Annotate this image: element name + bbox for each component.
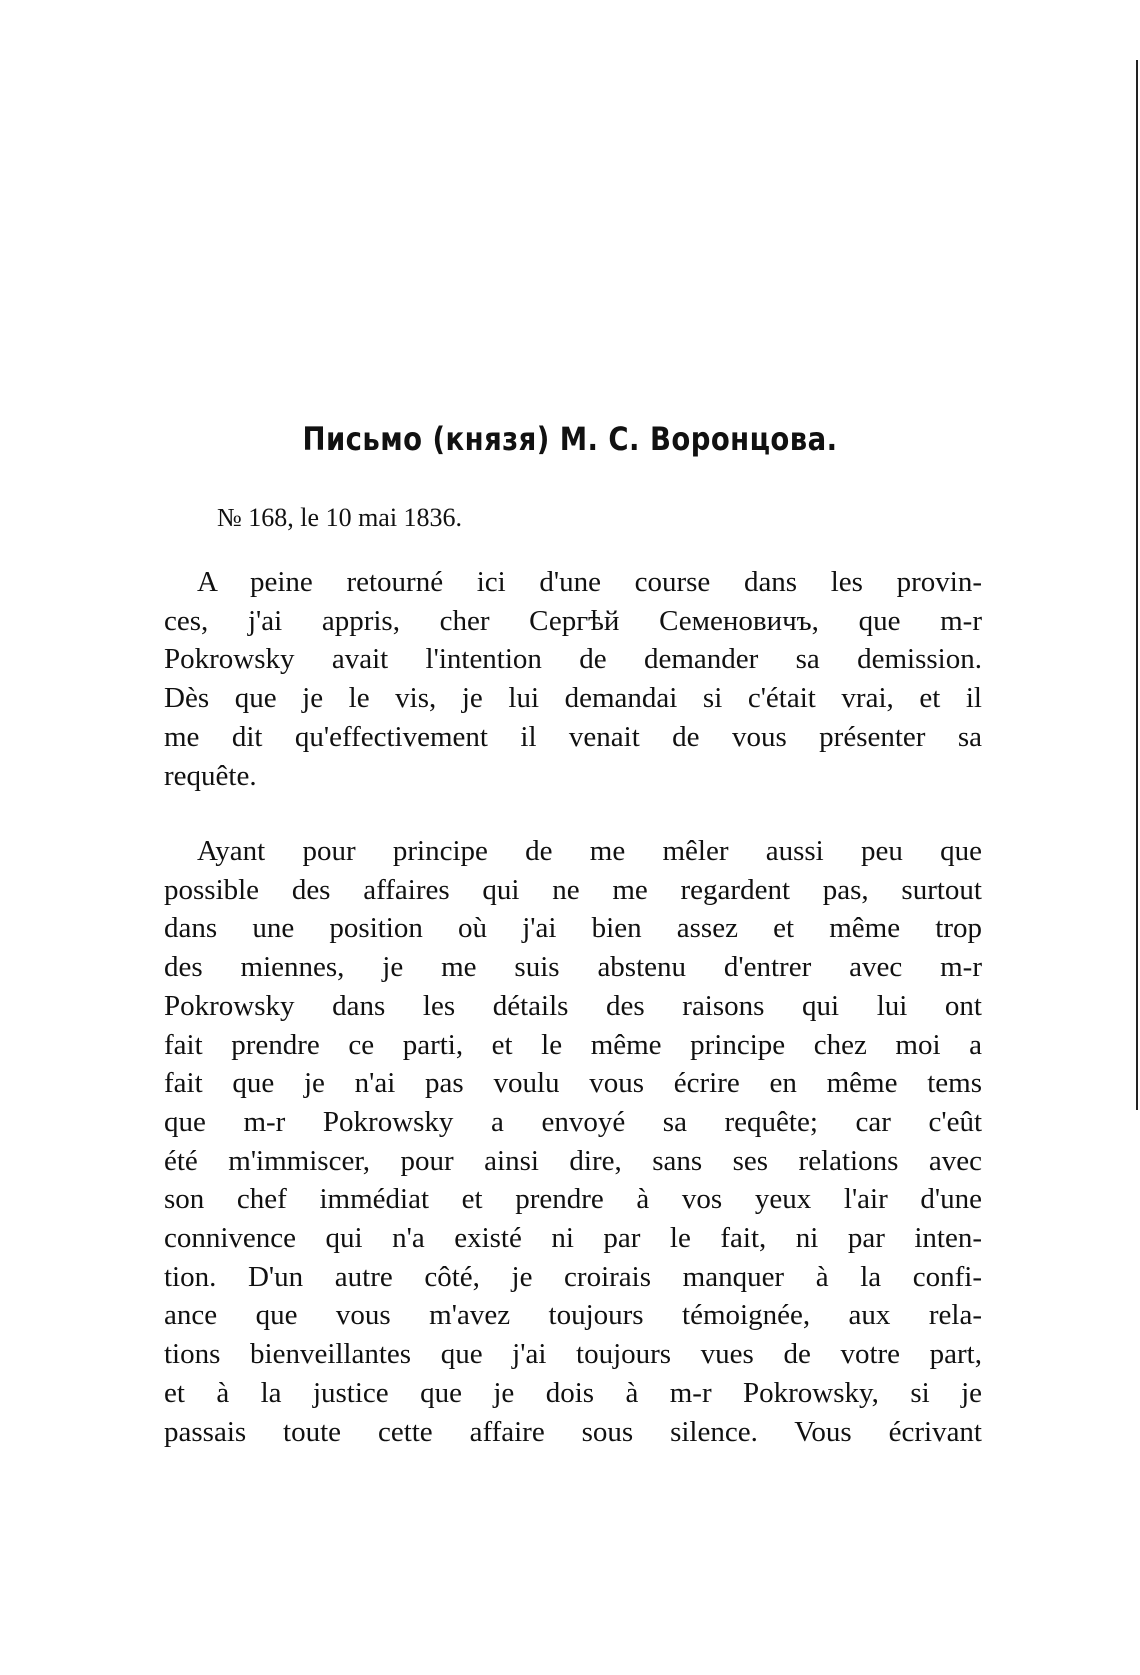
letter-title: Письмо (князя) М. С. Воронцова. <box>302 420 838 458</box>
text-line: et à la justice que je dois à m-r Pokrowsky, si je <box>164 1376 982 1409</box>
page-edge-rule <box>1136 60 1138 1110</box>
text-line: dans une position où j'ai bien assez et même trop <box>164 912 982 945</box>
paragraph-2 <box>164 832 982 1451</box>
text-line: que m-r Pokrowsky a envoyé sa requête; car c'eût <box>164 1105 982 1138</box>
text-line: fait que je n'ai pas voulu vous écrire en même tems <box>164 1067 982 1100</box>
text-line: ance que vous m'avez toujours témoignée, aux rela- <box>164 1299 982 1332</box>
letter-dateline: № 168, le 10 mai 1836. <box>217 503 463 532</box>
text-line: fait prendre ce parti, et le même principe chez moi a <box>164 1028 982 1061</box>
text-line: été m'immiscer, pour ainsi dire, sans ses relations avec <box>164 1144 982 1177</box>
paragraph-1 <box>164 563 982 795</box>
text-line: tion. D'un autre côté, je croirais manquer à la confi- <box>164 1260 982 1293</box>
text-line: passais toute cette affaire sous silence. Vous écrivant <box>164 1415 982 1448</box>
text-line: des miennes, je me suis abstenu d'entrer avec m-r <box>164 951 982 984</box>
text-line: connivence qui n'a existé ni par le fait, ni par inten- <box>164 1222 982 1255</box>
text-line: son chef immédiat et prendre à vos yeux l'air d'une <box>164 1183 982 1216</box>
text-line: A peine retourné ici d'une course dans les provin- <box>197 566 982 598</box>
text-line: Dès que je le vis, je lui demandai si c'était vrai, et il <box>164 682 982 715</box>
text-line: ces, j'ai appris, cher Сергѣй Семеновичъ, que m-r <box>164 604 982 637</box>
text-line: requête. <box>164 759 257 792</box>
text-line: Pokrowsky dans les détails des raisons qui lui ont <box>164 989 982 1022</box>
text-line: me dit qu'effectivement il venait de vous présenter sa <box>164 720 982 753</box>
text-line: Pokrowsky avait l'intention de demander sa demission. <box>164 643 982 676</box>
text-line: Ayant pour principe de me mêler aussi peu que <box>197 835 982 867</box>
text-line: possible des affaires qui ne me regardent pas, surtout <box>164 873 982 906</box>
text-line: tions bienveillantes que j'ai toujours vues de votre part, <box>164 1338 982 1371</box>
